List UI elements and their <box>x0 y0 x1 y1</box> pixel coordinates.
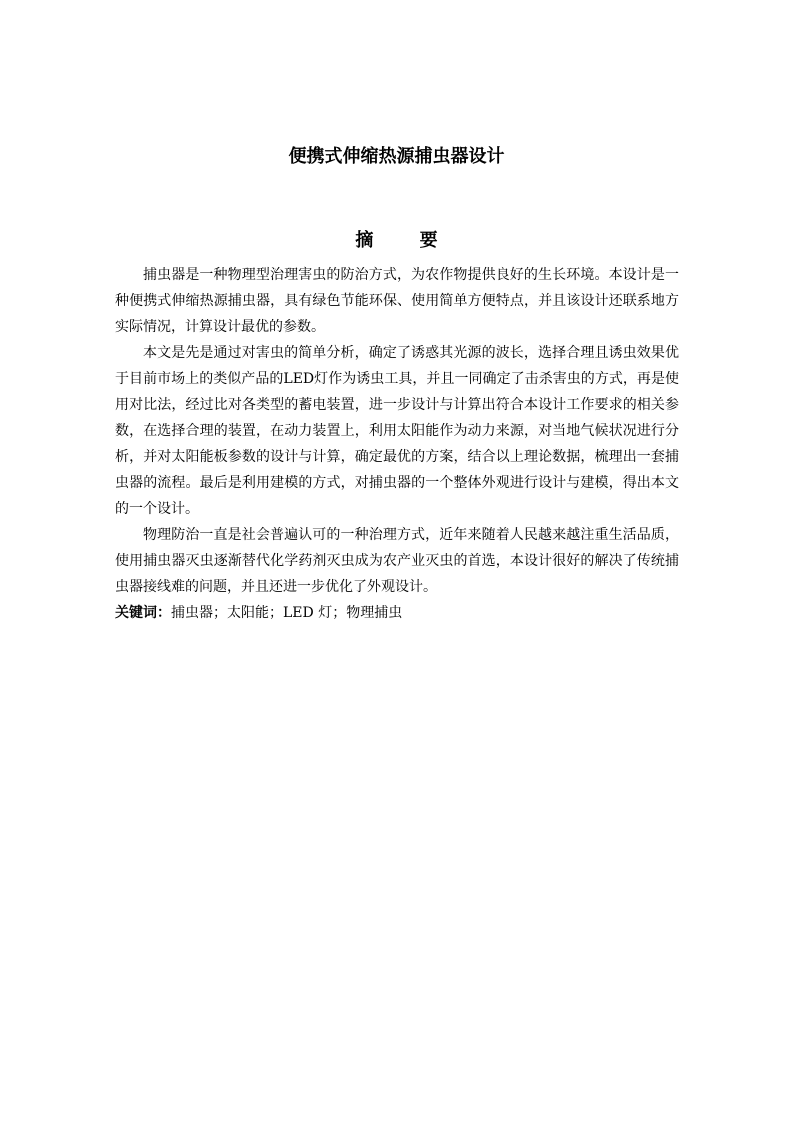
keywords-label: 关键词： <box>115 605 171 621</box>
abstract-paragraph-2: 本文是先是通过对害虫的简单分析，确定了诱惑其光源的波长，选择合理且诱虫效果优于目前市场上的类似产品的LED灯作为诱虫工具，并且一同确定了击杀害虫的方式，再是使用对比法，经过比对各类型的蓄电装置，进一步设计与计算出符合本设计工作要求的相关参数，在选择合理的装置，在动力装置上，利用太阳能作为动力来源，对当地气候状况进行分析，并对太阳能板参数的设计与计算，确定最优的方案，结合以上理论数据，梳理出一套捕虫器的流程。最后是利用建模的方式，对捕虫器的一个整体外观进行设计与建模，得出本文的一个设计。 <box>115 345 679 517</box>
keywords-text: 捕虫器；太阳能；LED 灯；物理捕虫 <box>171 605 403 621</box>
abstract-paragraph-1: 捕虫器是一种物理型治理害虫的防治方式，为农作物提供良好的生长环境。本设计是一种便携式伸缩热源捕虫器，具有绿色节能环保、使用简单方便特点，并且该设计还联系地方实际情况，计算设计最优的参数。 <box>115 267 679 335</box>
abstract-body <box>115 262 679 626</box>
document-title: 便携式伸缩热源捕虫器设计 <box>288 146 505 167</box>
keywords-line <box>115 600 679 626</box>
abstract-paragraph-3: 物理防治一直是社会普遍认可的一种治理方式，近年来随着人民越来越注重生活品质，使用捕虫器灭虫逐渐替代化学药剂灭虫成为农产业灭虫的首选，本设计很好的解决了传统捕虫器接线难的问题，并且还进一步优化了外观设计。 <box>115 527 679 595</box>
abstract-heading: 摘 要 <box>355 230 458 251</box>
